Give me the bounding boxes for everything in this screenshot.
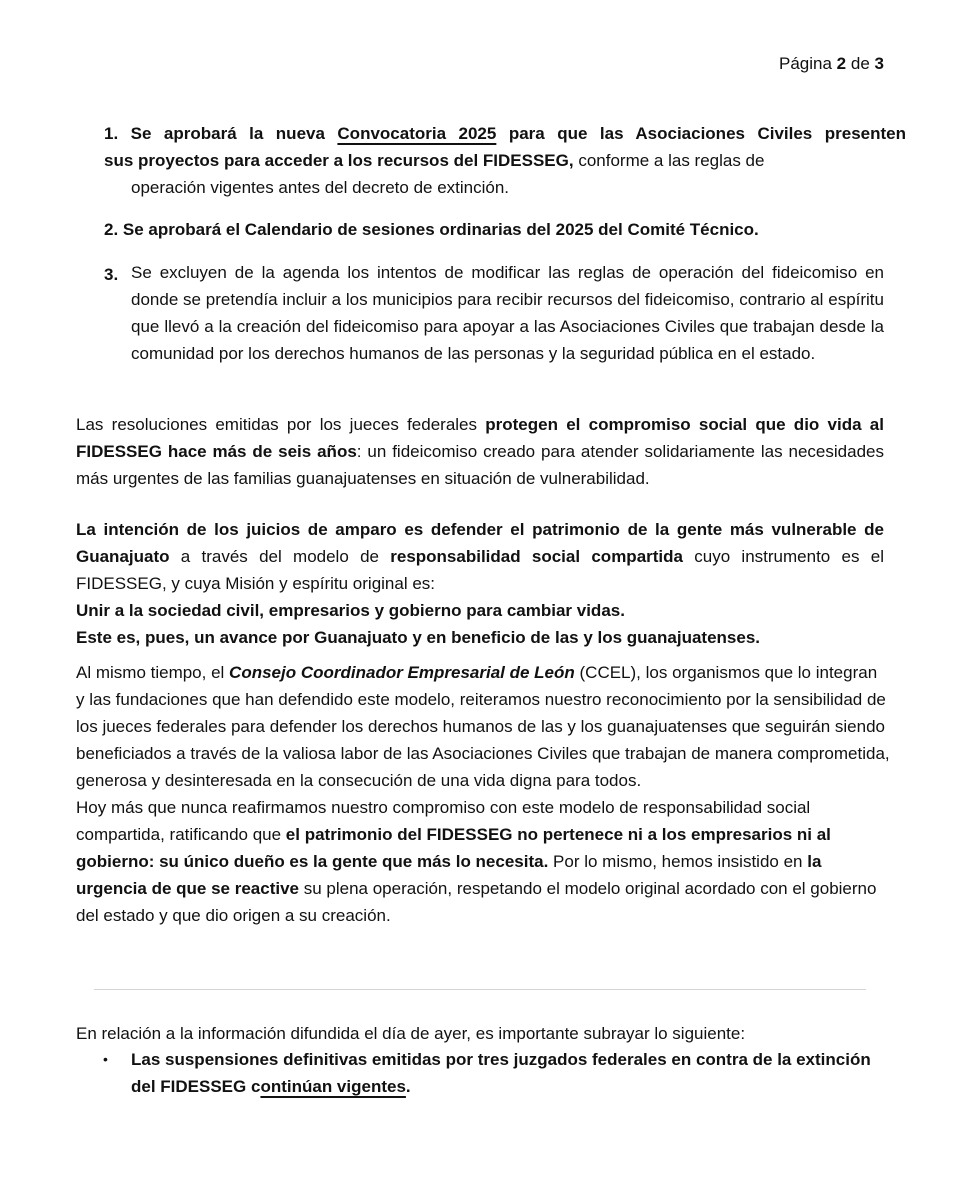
agenda-item-1	[104, 120, 906, 201]
convocatoria-underlined: Convocatoria 2025	[337, 124, 497, 143]
page-word: Página	[779, 54, 832, 73]
paragraph-intencion	[76, 516, 884, 651]
mission-line: Unir a la sociedad civil, empresarios y gobierno para cambiar vidas.	[76, 601, 625, 620]
p3-bold-d: la urgencia de que se reactive	[76, 852, 822, 898]
p3-part1	[76, 659, 890, 794]
p3-part2	[76, 794, 890, 929]
p2-normal-b: cuyo instrumento es el FIDESSEG, y cuya Misión y espíritu original es:	[76, 547, 884, 593]
agenda-item-1-bold-line2: sus proyectos para acceder a los recursos del FIDESSEG,	[104, 151, 574, 170]
closing-intro: En relación a la información difundida el día de ayer, es importante subrayar lo siguiente:	[76, 1024, 746, 1043]
p1-bold-a: protegen el compromiso social que dio vida al FIDESSEG hace más de seis años	[76, 415, 884, 461]
page-number	[779, 52, 884, 76]
bullet-dot: •	[103, 1051, 108, 1067]
agenda-item-2: 2. Se aprobará el Calendario de sesiones ordinarias del 2025 del Comité Técnico.	[104, 220, 759, 239]
agenda-item-1-continuation: operación vigentes antes del decreto de extinción.	[131, 178, 510, 197]
p3-normal-c: Hoy más que nunca reafirmamos nuestro compromiso con este modelo de responsabilidad social compartida, ratificando que	[76, 798, 811, 844]
p1-normal-b: : un fideicomiso creado para atender solidariamente las necesidades más urgentes de las familias guanajuatenses en situación de vulnerabilidad.	[76, 442, 884, 488]
section-divider	[94, 989, 866, 990]
p3-normal-e: su plena operación, respetando el modelo original acordado con el gobierno del estado y que dio origen a su creación.	[76, 879, 877, 925]
agenda-item-1-bold-rest: para que las Asociaciones Civiles presenten	[496, 124, 906, 143]
page-current: 2	[836, 54, 847, 73]
paragraph-ccel	[76, 659, 890, 929]
agenda-item-1-prefix: 1. Se aprobará la nueva	[104, 124, 338, 143]
agenda-item-1-line2	[104, 147, 906, 174]
p3-normal-d: Por lo mismo, hemos insistido en	[548, 852, 808, 871]
p2-bold-b: responsabilidad social compartida	[390, 547, 683, 566]
p3-bold-c: el patrimonio del FIDESSEG no pertenece ni a los empresarios ni al gobierno: su único dueño es la gente que más lo necesita.	[76, 825, 831, 871]
p2-bold-a: La intención de los juicios de amparo es defender el patrimonio de la gente más vulnerable de Guanajuato	[76, 520, 884, 566]
agenda-item-3-number: 3.	[104, 265, 119, 284]
agenda-item-3	[104, 259, 906, 367]
continuan-vigentes-underlined: ontinúan vigentes	[260, 1077, 406, 1096]
p2-body	[76, 516, 884, 597]
agenda-item-1-normal-line2: conforme a las reglas de	[573, 151, 765, 170]
bullet-end: .	[405, 1077, 411, 1096]
p1-normal-a: Las resoluciones emitidas por los jueces federales	[76, 415, 486, 434]
bullet-suspensiones	[103, 1046, 871, 1100]
p2-normal-a: a través del modelo de	[169, 547, 391, 566]
agenda-item-1-line1	[104, 120, 906, 147]
advance-line: Este es, pues, un avance por Guanajuato y en beneficio de las y los guanajuatenses.	[76, 628, 761, 647]
bullet-text: Las suspensiones definitivas emitidas por tres juzgados federales en contra de la extinción del FIDESSEG c	[131, 1050, 871, 1096]
ccel-name: Consejo Coordinador Empresarial de León	[229, 663, 575, 682]
page-total: 3	[874, 54, 884, 73]
p3-normal-b: (CCEL), los organismos que lo integran y las fundaciones que han defendido este modelo, reiteramos nuestro reconocimiento por la sensibilidad de los jueces federales para defender los derechos humanos de las y los guanajuatenses que seguirán siendo beneficiados a través de la valiosa labor de las Asociaciones Civiles que trabajan de manera comprometida, generosa y desinteresada en la consecución de una vida digna para todos.	[76, 663, 890, 790]
paragraph-resoluciones	[76, 411, 884, 492]
page-of: de	[850, 54, 870, 73]
agenda-item-3-text: Se excluyen de la agenda los intentos de modificar las reglas de operación del fideicomiso en donde se pretendía incluir a los municipios para recibir recursos del fideicomiso, contrario al espíritu que llevó a la creación del fideicomiso para apoyar a las Asociaciones Civiles que trabajan desde la comunidad por los derechos humanos de las personas y la seguridad pública en el estado.	[131, 263, 884, 363]
p3-normal-a: Al mismo tiempo, el	[76, 663, 230, 682]
